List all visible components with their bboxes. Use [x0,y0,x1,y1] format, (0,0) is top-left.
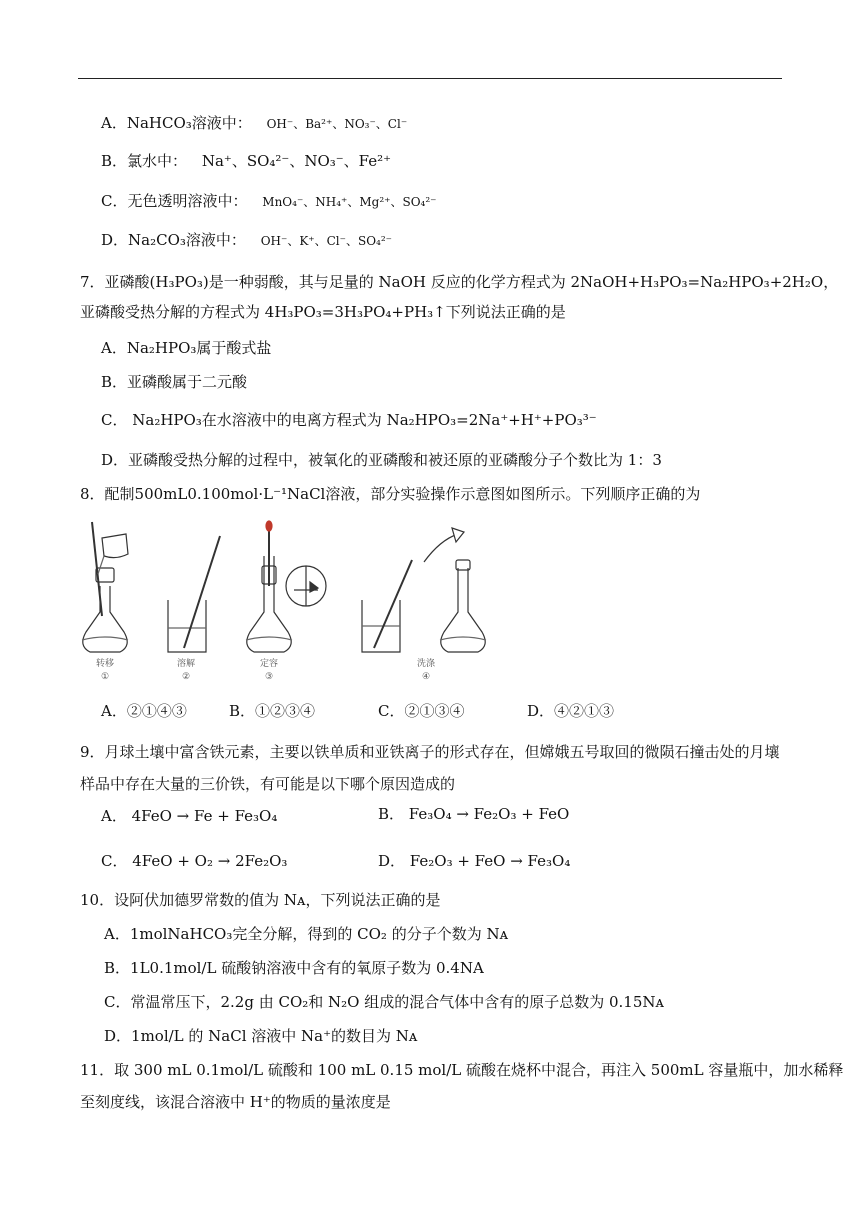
transfer-diagram [82,522,128,652]
q8-option-a: A．②①④③ [101,702,187,720]
q8-stem: 8．配制500mL0.100mol·L⁻¹NaCl溶液，部分实验操作示意图如图所示。下列顺序正确的为 [80,485,701,503]
step-label: 洗涤 [416,658,436,668]
wash-diagram [362,528,486,652]
q9-option-c: C． 4FeO + O₂ → 2Fe₂O₃ [101,852,288,870]
step-number: ② [181,671,191,681]
q8-option-c: C．②①③④ [378,702,465,720]
q10-option-d: D．1mol/L 的 NaCl 溶液中 Na⁺的数目为 Nᴀ [104,1027,418,1045]
step-label: 溶解 [176,658,196,668]
step-number: ③ [264,671,274,681]
q9-option-b: B． Fe₃O₄ → Fe₂O₃ + FeO [378,805,570,823]
q11-stem-line2: 至刻度线，该混合溶液中 H⁺的物质的量浓度是 [80,1093,391,1111]
step-label: 转移 [95,658,115,668]
lab-procedure-figure [72,516,532,682]
volume-diagram [246,521,326,652]
q9-option-a: A． 4FeO → Fe + Fe₃O₄ [101,807,278,825]
q6-option-a: A．NaHCO₃溶液中： OH⁻、Ba²⁺、NO₃⁻、Cl⁻ [101,114,408,132]
q6-option-c: C．无色透明溶液中： MnO₄⁻、NH₄⁺、Mg²⁺、SO₄²⁻ [101,192,437,210]
q9-stem-line1: 9．月球土壤中富含铁元素，主要以铁单质和亚铁离子的形式存在，但嫦娥五号取回的微陨石撞击处的月壤 [80,743,780,761]
q10-option-c: C．常温常压下，2.2g 由 CO₂和 N₂O 组成的混合气体中含有的原子总数为 0.15Nᴀ [104,993,664,1011]
q7-option-a: A．Na₂HPO₃属于酸式盐 [101,339,272,357]
dissolve-diagram [168,536,220,652]
q9-option-d: D． Fe₂O₃ + FeO → Fe₃O₄ [378,852,571,870]
q6-option-d: D．Na₂CO₃溶液中： OH⁻、K⁺、Cl⁻、SO₄²⁻ [101,231,392,249]
q8-option-d: D．④②①③ [527,702,615,720]
q11-stem-line1: 11．取 300 mL 0.1mol/L 硫酸和 100 mL 0.15 mol/L 硫酸在烧杯中混合，再注入 500mL 容量瓶中，加水稀释 [80,1061,844,1079]
q10-stem: 10．设阿伏加德罗常数的值为 Nᴀ，下列说法正确的是 [80,891,441,909]
header-rule [78,78,782,79]
step-number: ① [100,671,110,681]
q8-option-b: B．①②③④ [229,702,316,720]
q7-option-c: C． Na₂HPO₃在水溶液中的电离方程式为 Na₂HPO₃=2Na⁺+H⁺+PO₃³⁻ [101,411,597,429]
q7-stem-line1: 7．亚磷酸(H₃PO₃)是一种弱酸，其与足量的 NaOH 反应的化学方程式为 2NaOH+H₃PO₃=Na₂HPO₃+2H₂O， [80,273,839,291]
q10-option-a: A．1molNaHCO₃完全分解，得到的 CO₂ 的分子个数为 Nᴀ [104,925,509,943]
q10-option-b: B．1L0.1mol/L 硫酸钠溶液中含有的氧原子数为 0.4NA [104,959,484,977]
q7-option-b: B．亚磷酸属于二元酸 [101,373,248,391]
q7-stem-line2: 亚磷酸受热分解的方程式为 4H₃PO₃=3H₃PO₄+PH₃↑下列说法正确的是 [80,303,566,321]
step-label: 定容 [259,658,279,668]
q7-option-d: D．亚磷酸受热分解的过程中，被氧化的亚磷酸和被还原的亚磷酸分子个数比为 1：3 [101,451,662,469]
q9-stem-line2: 样品中存在大量的三价铁，有可能是以下哪个原因造成的 [80,775,456,793]
step-number: ④ [421,671,431,681]
q6-option-b: B．氯水中： Na⁺、SO₄²⁻、NO₃⁻、Fe²⁺ [101,152,392,170]
